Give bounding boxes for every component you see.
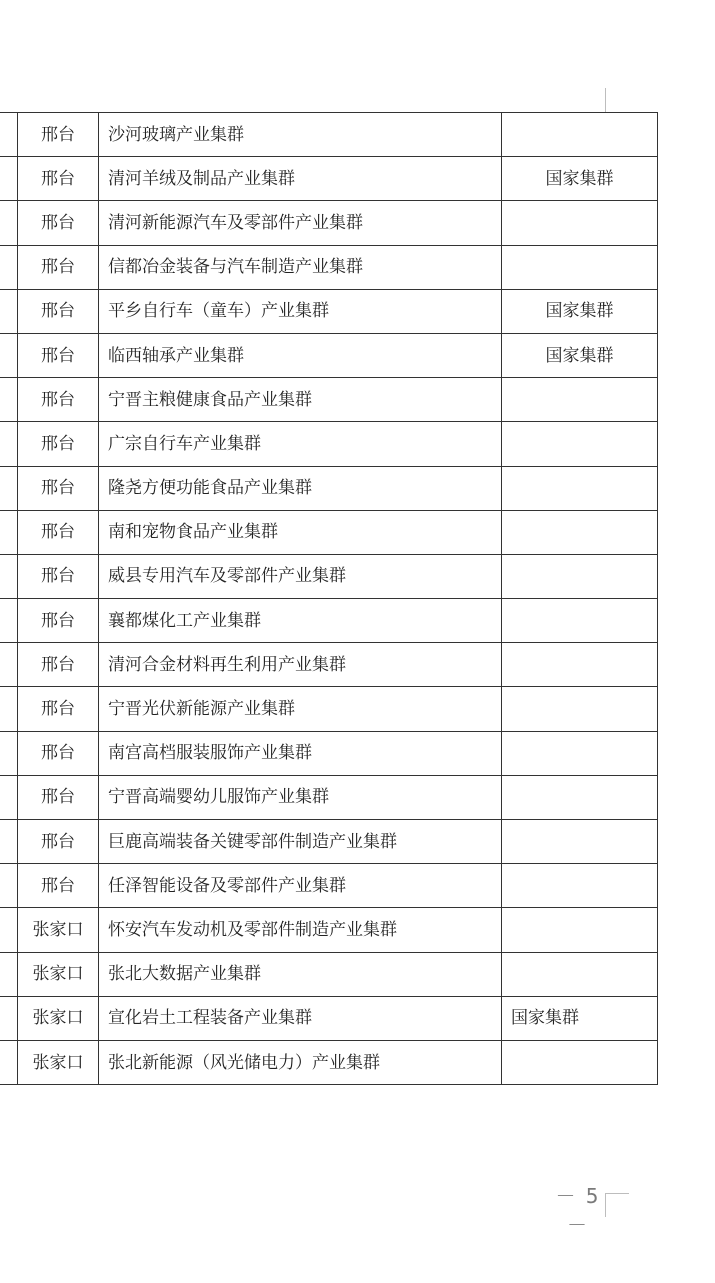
- cluster-name-cell: 清河羊绒及制品产业集群: [99, 157, 502, 201]
- note-cell: [502, 554, 658, 598]
- cluster-name-cell: 广宗自行车产业集群: [99, 422, 502, 466]
- city-cell: 张家口: [18, 996, 99, 1040]
- cluster-name-cell: 平乡自行车（童车）产业集群: [99, 289, 502, 333]
- cluster-name-cell: 宁晋光伏新能源产业集群: [99, 687, 502, 731]
- table-row: [0, 289, 658, 333]
- index-cell: [0, 731, 18, 775]
- national-cluster-label: 国家集群: [545, 168, 614, 189]
- table-row: [0, 201, 658, 245]
- table-row: [0, 643, 658, 687]
- cluster-name-cell: 隆尧方便功能食品产业集群: [99, 466, 502, 510]
- cluster-name-cell: 张北大数据产业集群: [99, 952, 502, 996]
- cluster-name-cell: 任泽智能设备及零部件产业集群: [99, 864, 502, 908]
- table-row: [0, 113, 658, 157]
- cluster-name-cell: 襄都煤化工产业集群: [99, 599, 502, 643]
- crop-mark-bottom-horizontal: [605, 1193, 629, 1194]
- table-row: [0, 864, 658, 908]
- cluster-name-cell: 临西轴承产业集群: [99, 333, 502, 377]
- table-row: [0, 952, 658, 996]
- index-cell: [0, 510, 18, 554]
- index-cell: [0, 245, 18, 289]
- index-cell: [0, 864, 18, 908]
- note-cell: [502, 378, 658, 422]
- cluster-name-cell: 南宫高档服装服饰产业集群: [99, 731, 502, 775]
- table-row: [0, 599, 658, 643]
- cluster-name-cell: 张北新能源（风光储电力）产业集群: [99, 1040, 502, 1084]
- index-cell: [0, 378, 18, 422]
- table-row: [0, 1040, 658, 1084]
- cluster-name-cell: 南和宠物食品产业集群: [99, 510, 502, 554]
- note-cell: [502, 113, 658, 157]
- table-row: [0, 422, 658, 466]
- cluster-name-cell: 沙河玻璃产业集群: [99, 113, 502, 157]
- cluster-name-cell: 信都冶金装备与汽车制造产业集群: [99, 245, 502, 289]
- note-cell: [502, 908, 658, 952]
- table-row: [0, 731, 658, 775]
- city-cell: 邢台: [18, 643, 99, 687]
- note-cell: [502, 201, 658, 245]
- table-row: [0, 775, 658, 819]
- table-row: [0, 466, 658, 510]
- city-cell: 张家口: [18, 908, 99, 952]
- city-cell: 邢台: [18, 201, 99, 245]
- city-cell: 邢台: [18, 820, 99, 864]
- index-cell: [0, 157, 18, 201]
- note-cell: [502, 731, 658, 775]
- city-cell: 邢台: [18, 510, 99, 554]
- index-cell: [0, 289, 18, 333]
- city-cell: 邢台: [18, 687, 99, 731]
- index-cell: [0, 775, 18, 819]
- index-cell: [0, 422, 18, 466]
- note-cell: [502, 466, 658, 510]
- note-cell: [502, 510, 658, 554]
- city-cell: 邢台: [18, 864, 99, 908]
- note-cell: [502, 687, 658, 731]
- note-cell: [502, 1040, 658, 1084]
- cluster-name-cell: 清河合金材料再生利用产业集群: [99, 643, 502, 687]
- city-cell: 邢台: [18, 113, 99, 157]
- index-cell: [0, 554, 18, 598]
- table-body: [0, 113, 658, 1085]
- crop-mark-bottom-vertical: [605, 1193, 606, 1217]
- note-cell: [502, 864, 658, 908]
- table-row: [0, 820, 658, 864]
- city-cell: 邢台: [18, 599, 99, 643]
- table-row: [0, 245, 658, 289]
- national-cluster-label: 国家集群: [545, 301, 614, 322]
- city-cell: 邢台: [18, 554, 99, 598]
- note-cell: [502, 820, 658, 864]
- cluster-name-cell: 宁晋主粮健康食品产业集群: [99, 378, 502, 422]
- page-number: － 5 －: [555, 1184, 601, 1237]
- national-cluster-label: 国家集群: [545, 345, 614, 366]
- city-cell: 张家口: [18, 1040, 99, 1084]
- city-cell: 邢台: [18, 157, 99, 201]
- index-cell: [0, 996, 18, 1040]
- note-cell: [502, 996, 658, 1040]
- index-cell: [0, 201, 18, 245]
- index-cell: [0, 113, 18, 157]
- note-cell: [502, 333, 658, 377]
- city-cell: 邢台: [18, 422, 99, 466]
- industrial-cluster-table: [0, 112, 658, 1085]
- index-cell: [0, 820, 18, 864]
- note-cell: [502, 245, 658, 289]
- national-cluster-label: 国家集群: [511, 1008, 579, 1029]
- table-row: [0, 687, 658, 731]
- table-row: [0, 996, 658, 1040]
- city-cell: 邢台: [18, 245, 99, 289]
- note-cell: [502, 422, 658, 466]
- city-cell: 邢台: [18, 731, 99, 775]
- note-cell: [502, 775, 658, 819]
- index-cell: [0, 643, 18, 687]
- note-cell: [502, 289, 658, 333]
- city-cell: 邢台: [18, 289, 99, 333]
- index-cell: [0, 333, 18, 377]
- city-cell: 邢台: [18, 333, 99, 377]
- table-row: [0, 510, 658, 554]
- note-cell: [502, 952, 658, 996]
- city-cell: 邢台: [18, 466, 99, 510]
- note-cell: [502, 599, 658, 643]
- index-cell: [0, 1040, 18, 1084]
- index-cell: [0, 908, 18, 952]
- cluster-name-cell: 宣化岩土工程装备产业集群: [99, 996, 502, 1040]
- note-cell: [502, 157, 658, 201]
- crop-mark-top: [605, 88, 606, 112]
- city-cell: 张家口: [18, 952, 99, 996]
- index-cell: [0, 952, 18, 996]
- index-cell: [0, 466, 18, 510]
- cluster-name-cell: 宁晋高端婴幼儿服饰产业集群: [99, 775, 502, 819]
- table-row: [0, 333, 658, 377]
- cluster-name-cell: 巨鹿高端装备关键零部件制造产业集群: [99, 820, 502, 864]
- index-cell: [0, 687, 18, 731]
- table-row: [0, 908, 658, 952]
- index-cell: [0, 599, 18, 643]
- city-cell: 邢台: [18, 378, 99, 422]
- table-row: [0, 378, 658, 422]
- cluster-name-cell: 威县专用汽车及零部件产业集群: [99, 554, 502, 598]
- table-row: [0, 554, 658, 598]
- cluster-name-cell: 怀安汽车发动机及零部件制造产业集群: [99, 908, 502, 952]
- cluster-name-cell: 清河新能源汽车及零部件产业集群: [99, 201, 502, 245]
- note-cell: [502, 643, 658, 687]
- city-cell: 邢台: [18, 775, 99, 819]
- table-row: [0, 157, 658, 201]
